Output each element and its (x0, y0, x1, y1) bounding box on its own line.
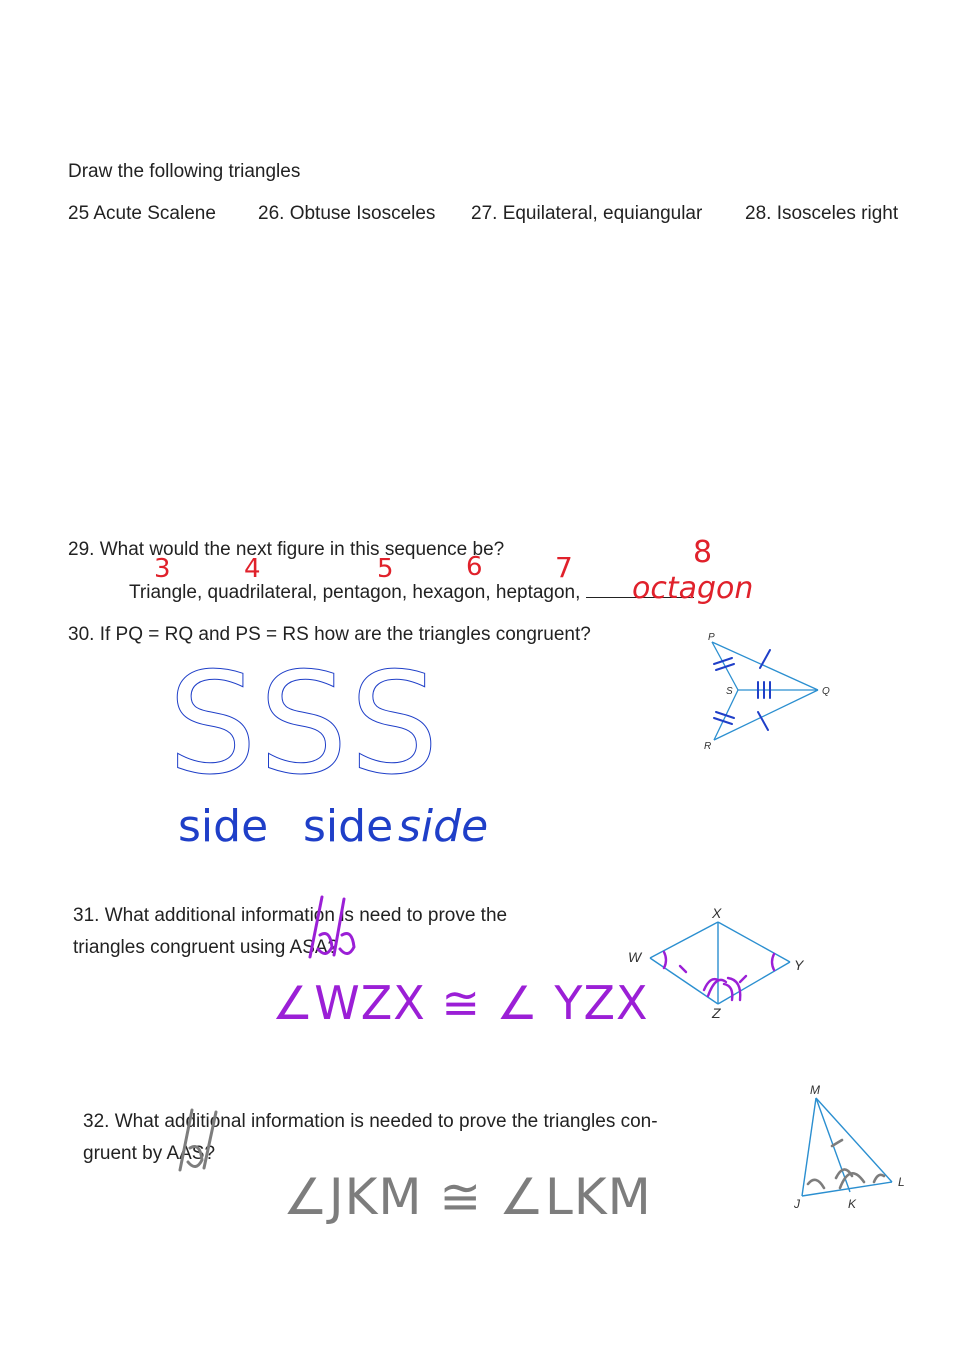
hw-answer-octagon: octagon (632, 571, 754, 606)
label-k: K (848, 1197, 857, 1211)
label-j: J (794, 1197, 800, 1211)
question-27: 27. Equilateral, equiangular (471, 203, 703, 224)
hw-answer-jkm-lkm: ∠JKM ≅ ∠LKM (283, 1168, 652, 1226)
label-p: P (708, 632, 715, 643)
hw-word-side-2: side (303, 801, 394, 852)
sequence-text: Triangle, quadrilateral, pentagon, hexagon, heptagon, (129, 582, 581, 603)
question-25: 25 Acute Scalene (68, 203, 216, 224)
question-32-line2: gruent by AAS? (83, 1143, 216, 1164)
question-29: 29. What would the next figure in this sequence be? (68, 539, 505, 560)
question-32-line1: 32. What additional information is needed to prove the triangles con- (83, 1111, 658, 1132)
question-31-line2: triangles congruent using ASA? (73, 937, 339, 958)
hw-word-side-1: side (178, 801, 269, 852)
label-y: Y (794, 957, 804, 973)
label-q: Q (822, 686, 830, 697)
question-28: 28. Isosceles right (745, 203, 899, 224)
question-26: 26. Obtuse Isosceles (258, 203, 436, 224)
figure-pqr-kite (698, 628, 848, 758)
hw-answer-sss: SSS (168, 643, 441, 806)
question-30: 30. If PQ = RQ and PS = RS how are the triangles congruent? (68, 624, 591, 645)
hw-number-7: 7 (555, 551, 573, 584)
hw-number-6: 6 (466, 552, 483, 582)
hw-mark-purple (300, 895, 360, 965)
hw-mark-gray (170, 1108, 230, 1178)
label-z: Z (712, 1005, 721, 1020)
figure-wxyz-kite (620, 900, 810, 1020)
question-31-line1: 31. What additional information is need to prove the (73, 905, 508, 926)
question-29-sequence (129, 583, 694, 602)
label-w: W (628, 949, 642, 965)
label-r: R (704, 741, 712, 752)
hw-number-8: 8 (693, 535, 713, 570)
hw-number-4: 4 (244, 554, 261, 584)
hw-answer-wzx-yzx: ∠WZX ≅ ∠ YZX (272, 976, 649, 1030)
hw-word-side-3: side (398, 801, 489, 852)
figure-mjl-triangle (786, 1078, 916, 1218)
label-x: X (712, 905, 722, 921)
label-l: L (898, 1175, 905, 1189)
hw-number-3: 3 (154, 554, 171, 584)
label-m: M (810, 1083, 820, 1097)
section-heading: Draw the following triangles (68, 161, 301, 182)
label-s: S (726, 686, 733, 697)
hw-number-5: 5 (377, 554, 394, 584)
